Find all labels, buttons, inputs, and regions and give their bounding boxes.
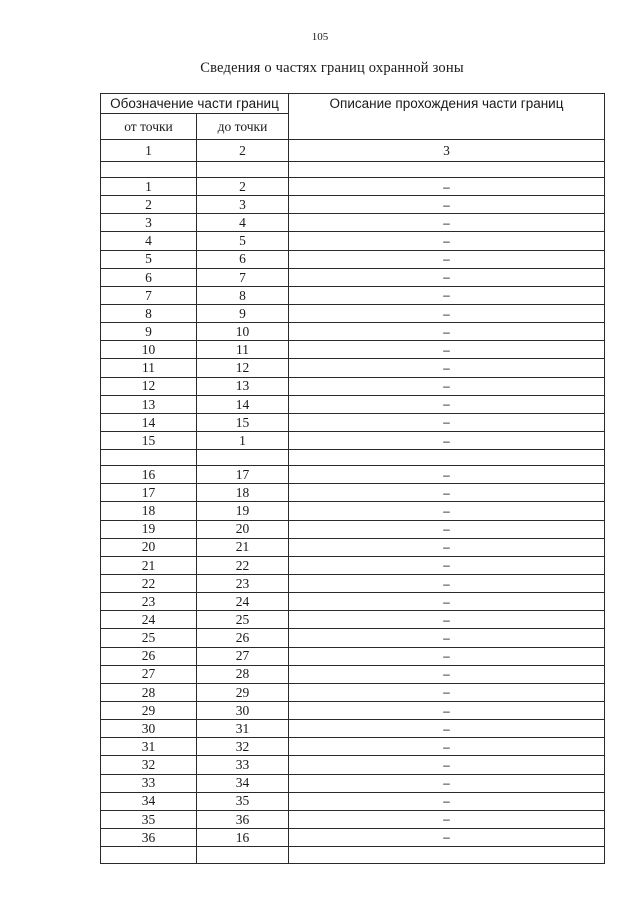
to-point-cell: 30	[197, 701, 289, 719]
description-cell: –	[289, 323, 605, 341]
from-point-cell: 23	[101, 593, 197, 611]
description-cell: –	[289, 538, 605, 556]
table-row	[101, 792, 605, 810]
table-row	[101, 413, 605, 431]
table-row	[101, 611, 605, 629]
to-point-cell: 5	[197, 232, 289, 250]
to-point-cell: 7	[197, 268, 289, 286]
description-cell: –	[289, 377, 605, 395]
description-cell: –	[289, 413, 605, 431]
description-cell: –	[289, 647, 605, 665]
from-point-cell: 2	[101, 196, 197, 214]
table-row	[101, 502, 605, 520]
from-point-cell: 30	[101, 720, 197, 738]
to-point-cell: 34	[197, 774, 289, 792]
column-number-3: 3	[289, 140, 605, 162]
table-row	[101, 538, 605, 556]
empty-cell	[197, 162, 289, 178]
table-row	[101, 395, 605, 413]
description-cell: –	[289, 304, 605, 322]
from-point-cell: 12	[101, 377, 197, 395]
table-row	[101, 683, 605, 701]
table-row	[101, 341, 605, 359]
table-row	[101, 484, 605, 502]
description-cell: –	[289, 250, 605, 268]
table-row	[101, 377, 605, 395]
description-cell: –	[289, 629, 605, 647]
description-cell: –	[289, 556, 605, 574]
table-row	[101, 520, 605, 538]
description-cell: –	[289, 611, 605, 629]
to-point-cell: 22	[197, 556, 289, 574]
description-cell: –	[289, 341, 605, 359]
column-number-2: 2	[197, 140, 289, 162]
description-cell: –	[289, 810, 605, 828]
to-point-cell: 11	[197, 341, 289, 359]
header-description: Описание прохождения части границ	[289, 94, 605, 140]
description-cell: –	[289, 701, 605, 719]
from-point-cell: 14	[101, 413, 197, 431]
from-point-cell: 13	[101, 395, 197, 413]
to-point-cell: 18	[197, 484, 289, 502]
table-row	[101, 574, 605, 592]
header-from-point: от точки	[101, 114, 197, 140]
page-number: 105	[311, 31, 329, 43]
description-cell: –	[289, 466, 605, 484]
description-cell: –	[289, 484, 605, 502]
to-point-cell: 25	[197, 611, 289, 629]
description-cell: –	[289, 196, 605, 214]
from-point-cell: 22	[101, 574, 197, 592]
from-point-cell: 18	[101, 502, 197, 520]
from-point-cell: 21	[101, 556, 197, 574]
to-point-cell: 19	[197, 502, 289, 520]
description-cell: –	[289, 792, 605, 810]
from-point-cell: 25	[101, 629, 197, 647]
description-cell: –	[289, 431, 605, 449]
from-point-cell: 19	[101, 520, 197, 538]
empty-cell	[101, 847, 197, 864]
to-point-cell: 17	[197, 466, 289, 484]
description-cell: –	[289, 720, 605, 738]
header-to-point: до точки	[197, 114, 289, 140]
to-point-cell: 26	[197, 629, 289, 647]
description-cell: –	[289, 520, 605, 538]
table-row	[101, 756, 605, 774]
from-point-cell: 3	[101, 214, 197, 232]
from-point-cell: 1	[101, 178, 197, 196]
empty-cell	[197, 847, 289, 864]
from-point-cell: 35	[101, 810, 197, 828]
description-cell: –	[289, 828, 605, 846]
to-point-cell: 1	[197, 431, 289, 449]
table-row	[101, 774, 605, 792]
table-row	[101, 232, 605, 250]
description-cell: –	[289, 214, 605, 232]
empty-cell	[289, 847, 605, 864]
to-point-cell: 31	[197, 720, 289, 738]
to-point-cell: 23	[197, 574, 289, 592]
table-row	[101, 629, 605, 647]
to-point-cell: 36	[197, 810, 289, 828]
to-point-cell: 4	[197, 214, 289, 232]
description-cell: –	[289, 286, 605, 304]
table-row	[101, 810, 605, 828]
from-point-cell: 9	[101, 323, 197, 341]
to-point-cell: 28	[197, 665, 289, 683]
table-end-row	[101, 847, 605, 864]
table-row	[101, 647, 605, 665]
from-point-cell: 36	[101, 828, 197, 846]
section-gap-row	[101, 162, 605, 178]
from-point-cell: 20	[101, 538, 197, 556]
description-cell: –	[289, 593, 605, 611]
description-cell: –	[289, 774, 605, 792]
empty-cell	[101, 162, 197, 178]
to-point-cell: 9	[197, 304, 289, 322]
to-point-cell: 15	[197, 413, 289, 431]
section-gap-row	[101, 450, 605, 466]
from-point-cell: 28	[101, 683, 197, 701]
to-point-cell: 32	[197, 738, 289, 756]
table-row	[101, 250, 605, 268]
table-row	[101, 196, 605, 214]
to-point-cell: 16	[197, 828, 289, 846]
from-point-cell: 11	[101, 359, 197, 377]
table-row	[101, 286, 605, 304]
table-row	[101, 593, 605, 611]
to-point-cell: 24	[197, 593, 289, 611]
from-point-cell: 27	[101, 665, 197, 683]
description-cell: –	[289, 665, 605, 683]
document-title: Сведения о частях границ охранной зоны	[200, 60, 464, 76]
table-body	[101, 140, 605, 864]
empty-cell	[289, 162, 605, 178]
table-row	[101, 214, 605, 232]
table-row	[101, 701, 605, 719]
table-row	[101, 665, 605, 683]
table-row	[101, 304, 605, 322]
table-row	[101, 828, 605, 846]
to-point-cell: 33	[197, 756, 289, 774]
from-point-cell: 15	[101, 431, 197, 449]
description-cell: –	[289, 395, 605, 413]
table-row	[101, 738, 605, 756]
from-point-cell: 4	[101, 232, 197, 250]
from-point-cell: 34	[101, 792, 197, 810]
from-point-cell: 31	[101, 738, 197, 756]
from-point-cell: 17	[101, 484, 197, 502]
table-row	[101, 466, 605, 484]
from-point-cell: 29	[101, 701, 197, 719]
description-cell: –	[289, 683, 605, 701]
to-point-cell: 3	[197, 196, 289, 214]
description-cell: –	[289, 359, 605, 377]
to-point-cell: 35	[197, 792, 289, 810]
table-row	[101, 178, 605, 196]
from-point-cell: 24	[101, 611, 197, 629]
from-point-cell: 7	[101, 286, 197, 304]
from-point-cell: 6	[101, 268, 197, 286]
description-cell: –	[289, 178, 605, 196]
from-point-cell: 32	[101, 756, 197, 774]
table-row	[101, 359, 605, 377]
to-point-cell: 12	[197, 359, 289, 377]
description-cell: –	[289, 268, 605, 286]
table-row	[101, 431, 605, 449]
description-cell: –	[289, 756, 605, 774]
description-cell: –	[289, 738, 605, 756]
to-point-cell: 21	[197, 538, 289, 556]
header-boundary-designation: Обозначение части границ	[101, 94, 289, 114]
table-row	[101, 556, 605, 574]
from-point-cell: 26	[101, 647, 197, 665]
to-point-cell: 27	[197, 647, 289, 665]
to-point-cell: 13	[197, 377, 289, 395]
from-point-cell: 10	[101, 341, 197, 359]
to-point-cell: 8	[197, 286, 289, 304]
to-point-cell: 29	[197, 683, 289, 701]
description-cell: –	[289, 574, 605, 592]
to-point-cell: 10	[197, 323, 289, 341]
from-point-cell: 8	[101, 304, 197, 322]
from-point-cell: 33	[101, 774, 197, 792]
to-point-cell: 6	[197, 250, 289, 268]
table-row	[101, 323, 605, 341]
from-point-cell: 5	[101, 250, 197, 268]
boundary-parts-table	[100, 93, 605, 864]
to-point-cell: 2	[197, 178, 289, 196]
column-number-1: 1	[101, 140, 197, 162]
empty-cell	[289, 450, 605, 466]
empty-cell	[101, 450, 197, 466]
from-point-cell: 16	[101, 466, 197, 484]
to-point-cell: 20	[197, 520, 289, 538]
description-cell: –	[289, 232, 605, 250]
empty-cell	[197, 450, 289, 466]
description-cell: –	[289, 502, 605, 520]
table-row	[101, 720, 605, 738]
table-row	[101, 268, 605, 286]
to-point-cell: 14	[197, 395, 289, 413]
